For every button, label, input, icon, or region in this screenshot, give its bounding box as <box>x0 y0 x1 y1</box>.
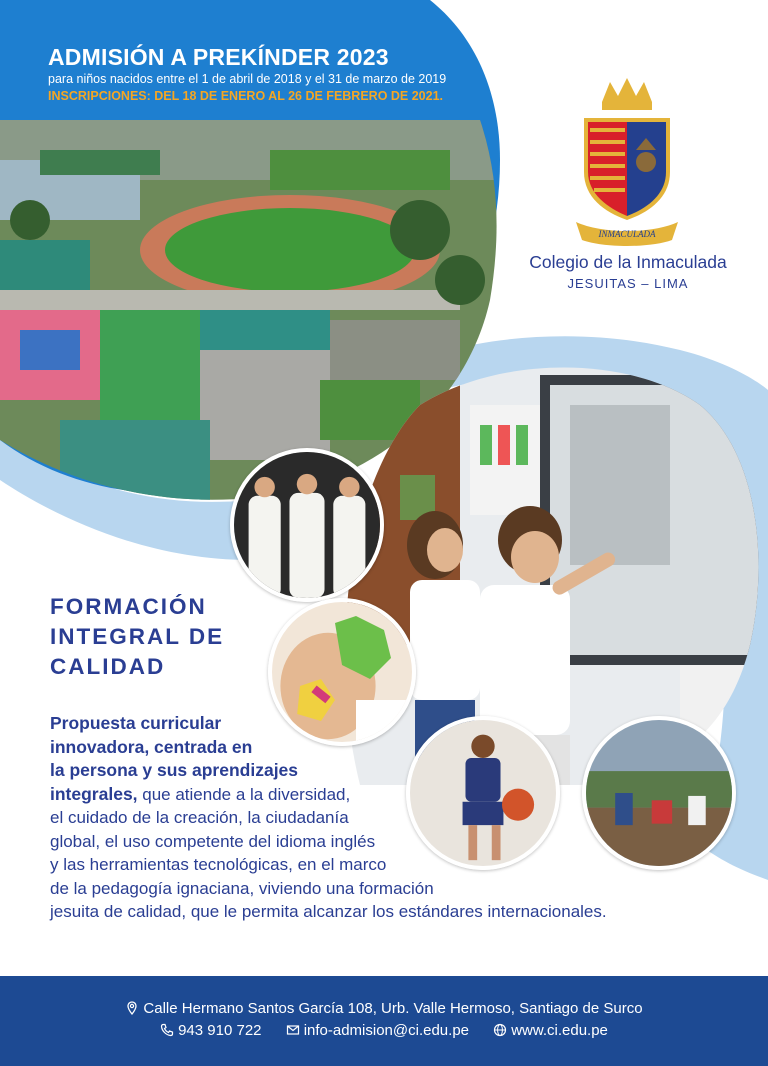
phone-icon <box>160 1023 174 1037</box>
body-bold-line-1: Propuesta curricular <box>50 713 222 733</box>
first-communion-photo <box>230 448 384 602</box>
admission-title: ADMISIÓN A PREKÍNDER 2023 <box>48 44 389 70</box>
email-icon <box>286 1023 300 1037</box>
body-line-6: global, el uso competente del idioma inglés <box>50 831 376 851</box>
body-line-9: jesuita de calidad, que le permita alcanzar los estándares internacionales. <box>50 902 607 921</box>
heading-line-1: FORMACIÓN <box>50 594 207 619</box>
school-subtitle: JESUITAS – LIMA <box>567 276 689 291</box>
footer-address: Calle Hermano Santos García 108, Urb. Valle Hermoso, Santiago de Surco <box>143 1000 643 1017</box>
body-bold-line-4: integrales, <box>50 783 138 804</box>
inscription-dates: INSCRIPCIONES: DEL 18 DE ENERO AL 26 DE FEBRERO DE 2021. <box>48 89 444 103</box>
admission-subtitle: para niños nacidos entre el 1 de abril de 2018 y el 31 de marzo de 2019 <box>48 72 447 86</box>
curriculum-description <box>50 712 607 924</box>
heading-line-3: CALIDAD <box>50 654 166 679</box>
body-bold-line-3: la persona y sus aprendizajes <box>50 760 299 780</box>
body-line-4-rest: que atiende a la diversidad, <box>137 784 351 804</box>
footer-contact-row <box>0 1022 768 1039</box>
school-name: Colegio de la Inmaculada <box>529 252 727 272</box>
body-bold-line-2: innovadora, centrada en <box>50 736 253 757</box>
footer-email[interactable]: info-admision@ci.edu.pe <box>303 1022 470 1039</box>
crest-banner-text: INMACULADA <box>598 229 656 239</box>
school-crest-logo <box>572 72 682 247</box>
body-line-7: y las herramientas tecnológicas, en el marco <box>50 855 387 874</box>
formation-heading <box>50 592 224 682</box>
body-line-8: de la pedagogía ignaciana, viviendo una formación <box>50 878 434 898</box>
heading-line-2: INTEGRAL DE <box>50 624 225 649</box>
location-pin-icon <box>125 1001 139 1015</box>
body-line-5: el cuidado de la creación, la ciudadanía <box>50 808 349 827</box>
footer-address-row <box>0 1000 768 1017</box>
globe-icon <box>493 1023 507 1037</box>
footer-website[interactable]: www.ci.edu.pe <box>511 1022 608 1039</box>
contact-footer <box>0 976 768 1066</box>
footer-phone[interactable]: 943 910 722 <box>178 1022 262 1039</box>
